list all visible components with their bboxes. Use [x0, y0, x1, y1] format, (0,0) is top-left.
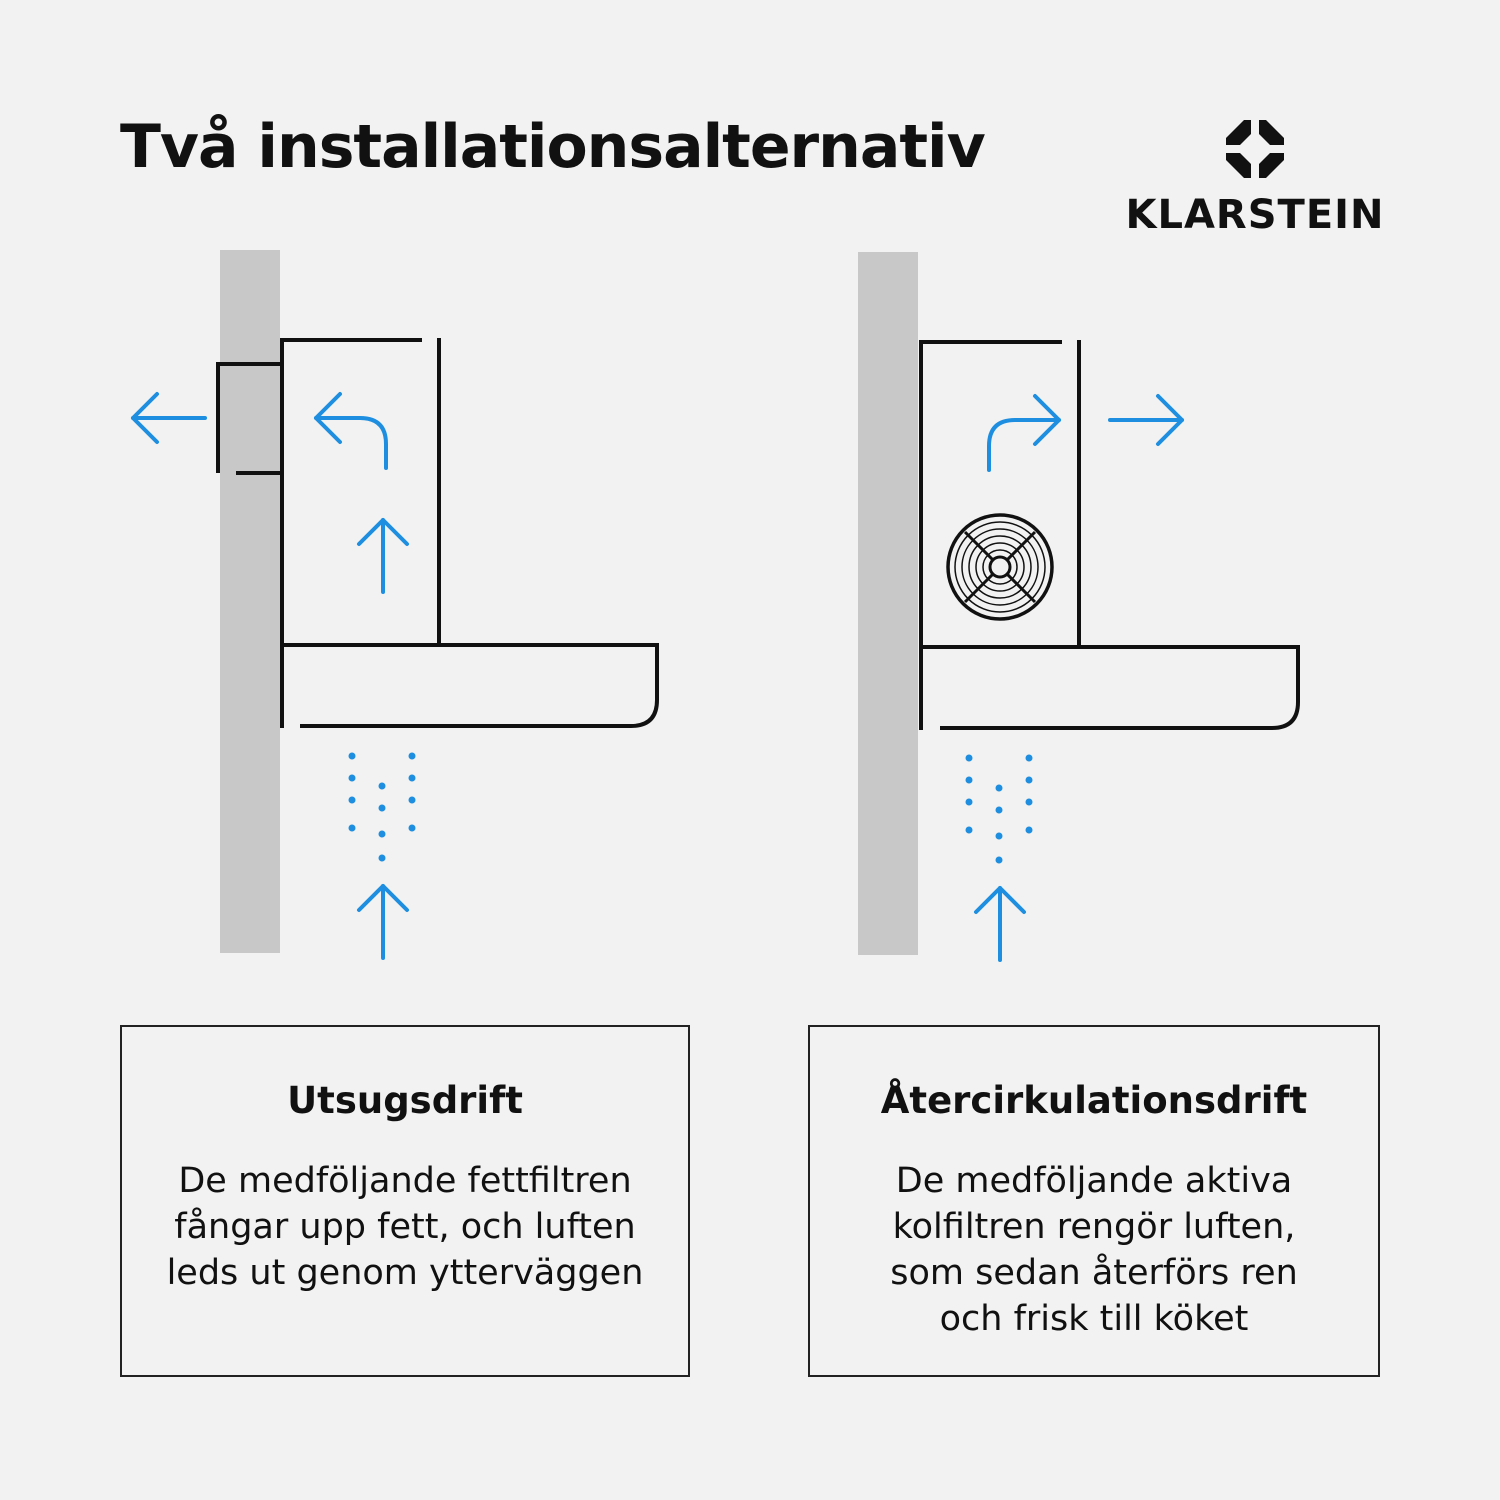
- hood-chimney-right: [921, 340, 1079, 730]
- arrow-up-chimney-left: [359, 520, 407, 592]
- option-card-exhaust: [120, 1025, 690, 1377]
- option-description: De medföljande aktiva kolfiltren rengör luften, som sedan återförs ren och frisk till köket: [890, 1161, 1298, 1339]
- option-title: Utsugsdrift: [287, 1079, 523, 1122]
- arrow-right-room: [1110, 396, 1182, 444]
- wall-right: [858, 252, 918, 955]
- page-title: Två installationsalternativ: [120, 112, 985, 182]
- brand-name: KLARSTEIN: [1125, 192, 1385, 238]
- arrow-up-cooktop-left: [359, 886, 407, 958]
- arrow-left-outside: [133, 394, 205, 442]
- option-title: Återcirkulationsdrift: [880, 1079, 1308, 1122]
- arrow-up-cooktop-right: [976, 888, 1024, 960]
- option-card-recirculation: [808, 1025, 1380, 1377]
- vapour-dots-right: [966, 755, 1033, 864]
- vapour-dots-left: [349, 753, 416, 862]
- wall-left: [220, 250, 280, 953]
- exhaust-diagram: [133, 250, 657, 958]
- option-description: De medföljande fettfiltren fångar upp fett, och luften leds ut genom ytterväggen: [166, 1161, 644, 1293]
- recirculation-diagram: [858, 252, 1298, 960]
- fan-icon: [948, 515, 1052, 619]
- hood-canopy-right: [921, 647, 1298, 728]
- hood-canopy: [282, 645, 657, 726]
- arrow-curved-left: [316, 394, 386, 468]
- arrow-curved-right: [989, 396, 1059, 470]
- hood-chimney: [282, 338, 439, 728]
